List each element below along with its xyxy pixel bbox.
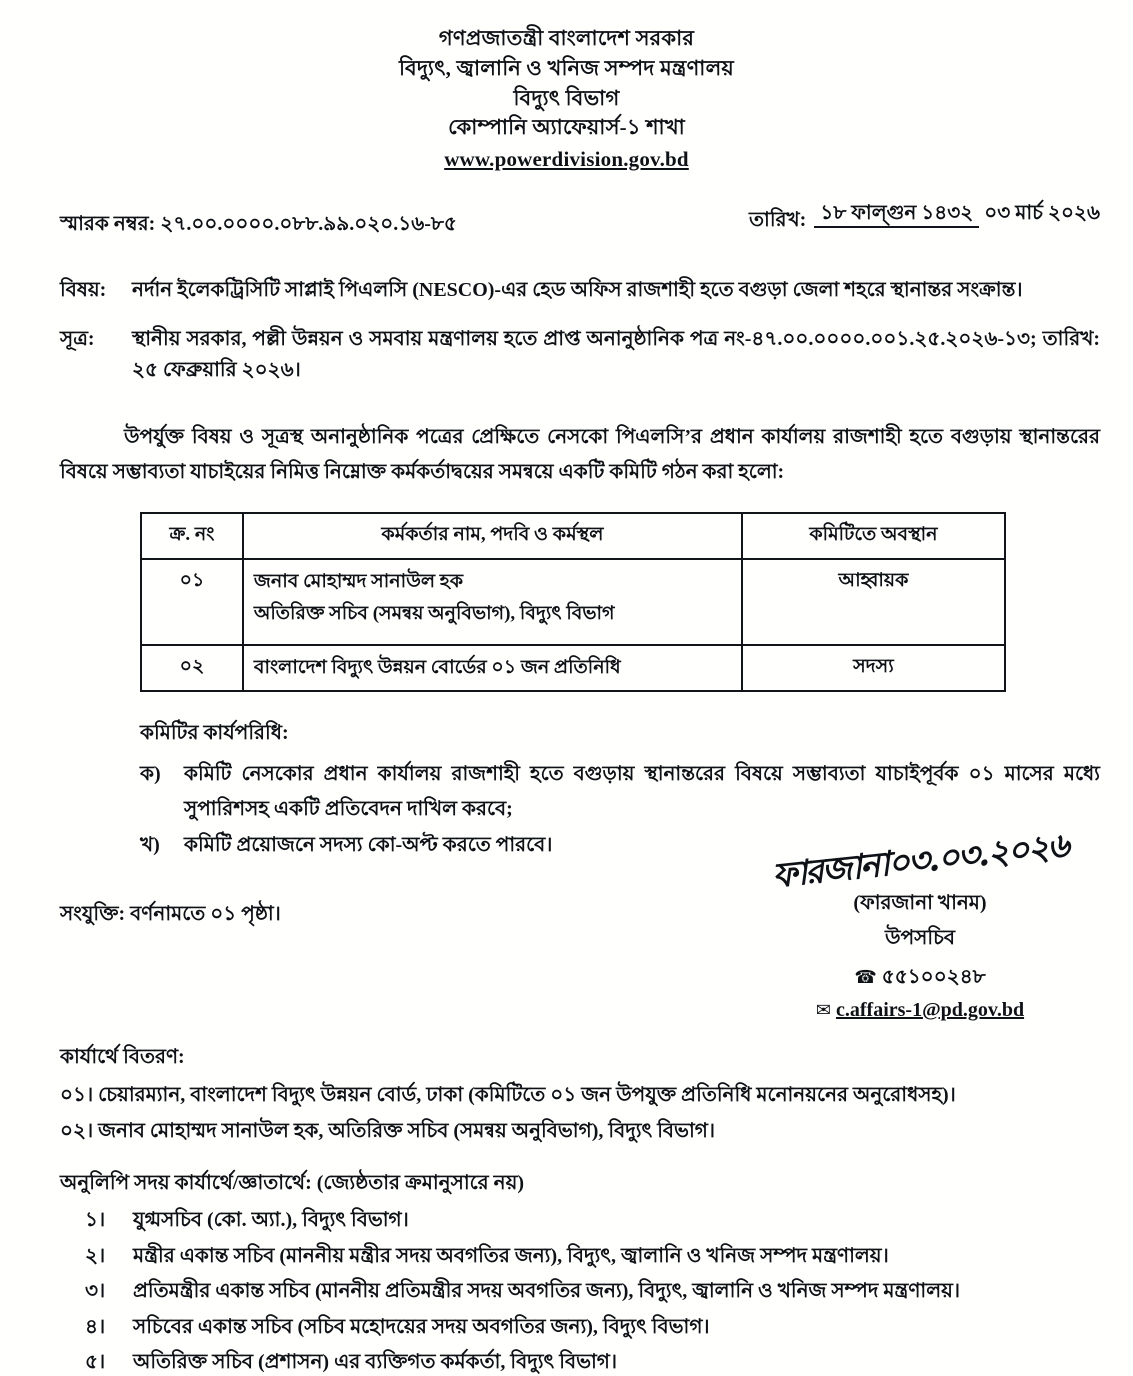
table-row <box>141 559 1005 645</box>
attachment-note: সংযুক্তি: বর্ণনামতে ০১ পৃষ্ঠা। <box>60 902 281 925</box>
signature-hand-date: ০৩.০৩.২০২৬ <box>885 825 1070 885</box>
signature-scribble-text: ফারজানা <box>770 844 890 897</box>
letterhead <box>0 0 1133 175</box>
memo-header-row <box>0 201 1133 263</box>
officer-designation: অতিরিক্ত সচিব (সমন্বয় অনুবিভাগ), বিদ্যুৎ বিভাগ <box>253 603 615 625</box>
row-officer <box>243 559 742 645</box>
list-item <box>85 1345 1100 1376</box>
copy-item-number: ১। <box>85 1209 106 1231</box>
list-item <box>140 757 1100 826</box>
memo-number <box>60 209 457 242</box>
list-item <box>85 1310 1100 1346</box>
source-row <box>60 324 1100 386</box>
signatory-designation: উপসচিব <box>884 927 955 949</box>
table-header-row <box>141 513 1005 559</box>
signatory-phone <box>770 962 1070 995</box>
row-position: সদস্য <box>742 645 1005 691</box>
source-label: সূত্র: <box>60 328 95 351</box>
tor-text: কমিটি নেসকোর প্রধান কার্যালয় রাজশাহী হতে বগুড়ায় স্থানান্তরের বিষয়ে সম্ভাব্যতা যাচাইপূর্বক ০১ মাসের মধ্যে সুপারিশসহ একটি প্রতিবেদন দাখিল করবে; <box>184 763 1100 820</box>
distribution-block <box>0 1042 1133 1149</box>
header-officer: কর্মকর্তার নাম, পদবি ও কর্মস্থল <box>243 513 742 559</box>
list-item <box>85 1239 1100 1275</box>
copy-item-number: ৫। <box>85 1351 106 1374</box>
email-address[interactable]: c.affairs-1@pd.gov.bd <box>836 999 1025 1021</box>
memo-number-label: স্মারক নম্বর: <box>60 213 156 236</box>
subject-text: নর্দান ইলেকট্রিসিটি সাপ্লাই পিএলসি (NESCO)-এর হেড অফিস রাজশাহী হতে বগুড়া জেলা শহরে স্থানান্তর সংক্রান্ত। <box>132 279 1023 302</box>
header-serial: ক্র. নং <box>141 513 243 559</box>
division-name: বিদ্যুৎ বিভাগ <box>513 85 620 110</box>
subject-row <box>60 275 1100 306</box>
copy-item-number: ৪। <box>85 1315 106 1338</box>
phone-number: ৫৫১০০২৪৮ <box>881 966 986 988</box>
subject-label: বিষয়: <box>60 279 107 302</box>
copy-item-text: অতিরিক্ত সচিব (প্রশাসন) এর ব্যক্তিগত কর্মকর্তা, বিদ্যুৎ বিভাগ। <box>133 1351 618 1374</box>
officer-name: বাংলাদেশ বিদ্যুৎ উন্নয়ন বোর্ডের ০১ জন প্রতিনিধি <box>253 657 621 679</box>
tor-marker: খ) <box>140 834 160 857</box>
tor-marker: ক) <box>140 763 161 786</box>
signatory-name: (ফারজানা খানম) <box>853 892 987 914</box>
copy-to-block <box>0 1168 1133 1376</box>
ministry-name: বিদ্যুৎ, জ্বালানি ও খনিজ সম্পদ মন্ত্রণালয় <box>399 55 734 80</box>
memo-number-value: ২৭.০০.০০০০.০৮৮.৯৯.০২০.১৬-৮৫ <box>160 213 457 236</box>
list-item: ০১। চেয়ারম্যান, বাংলাদেশ বিদ্যুৎ উন্নয়ন বোর্ড, ঢাকা (কমিটিতে ০১ জন উপযুক্ত প্রতিনিধি মনোনয়নের অনুরোধসহ)। <box>60 1084 956 1106</box>
tor-text: কমিটি প্রয়োজনে সদস্য কো-অপ্ট করতে পারবে। <box>184 834 553 857</box>
row-officer <box>243 645 742 691</box>
row-position: আহ্বায়ক <box>742 559 1005 645</box>
row-serial: ০২ <box>141 645 243 691</box>
branch-name: কোম্পানি অ্যাফেয়ার্স-১ শাখা <box>448 115 685 140</box>
date-values <box>814 198 1100 231</box>
table-row <box>141 645 1005 691</box>
officer-name: জনাব মোহাম্মদ সানাউল হক <box>253 571 464 593</box>
distribution-title: কার্যার্থে বিতরণ: <box>60 1046 185 1068</box>
date-gregorian: ০৩ মার্চ ২০২৬ <box>984 202 1100 225</box>
envelope-icon: ✉ <box>815 1000 831 1021</box>
copy-item-text: যুগ্মসচিব (কো. অ্যা.), বিদ্যুৎ বিভাগ। <box>133 1209 409 1231</box>
date-block <box>749 191 1100 238</box>
date-label: তারিখ: <box>749 209 807 232</box>
row-serial: ০১ <box>141 559 243 645</box>
copy-item-number: ২। <box>85 1244 106 1267</box>
committee-table-wrapper <box>140 512 1133 692</box>
list-item <box>85 1203 1100 1239</box>
list-item <box>85 1274 1100 1310</box>
website-link[interactable]: www.powerdivision.gov.bd <box>444 147 689 172</box>
copy-item-number: ৩। <box>85 1280 106 1303</box>
signatory-email <box>770 999 1070 1022</box>
copy-to-title: অনুলিপি সদয় কার্যার্থে/জ্ঞাতার্থে: (জ্যেষ্ঠতার ক্রমানুসারে নয়) <box>60 1172 525 1194</box>
list-item: ০২। জনাব মোহাম্মদ সানাউল হক, অতিরিক্ত সচিব (সমন্বয় অনুবিভাগ), বিদ্যুৎ বিভাগ। <box>60 1120 716 1142</box>
committee-table <box>140 512 1006 692</box>
copy-item-text: সচিবের একান্ত সচিব (সচিব মহোদয়ের সদয় অবগতির জন্য), বিদ্যুৎ বিভাগ। <box>133 1315 710 1338</box>
date-bangla: ১৮ ফাল্গুন ১৪৩২ <box>814 202 979 228</box>
copy-item-text: মন্ত্রীর একান্ত সচিব (মাননীয় মন্ত্রীর সদয় অবগতির জন্য), বিদ্যুৎ, জ্বালানি ও খনিজ সম্পদ মন্ত্রণালয়। <box>133 1244 889 1267</box>
source-text: স্থানীয় সরকার, পল্লী উন্নয়ন ও সমবায় মন্ত্রণালয় হতে প্রাপ্ত অনানুষ্ঠানিক পত্র নং-৪৭.০০.০০০০.০০১.২৫.২০২৬-১৩; তারিখ: ২৫ ফেব্রুয়ারি ২০২৬। <box>132 328 1100 382</box>
tor-title: কমিটির কার্যপরিধি: <box>140 722 289 745</box>
copy-item-text: প্রতিমন্ত্রীর একান্ত সচিব (মাননীয় প্রতিমন্ত্রীর সদয় অবগতির জন্য), বিদ্যুৎ, জ্বালানি ও খনিজ সম্পদ মন্ত্রণালয়। <box>133 1280 961 1303</box>
body-paragraph: উপর্যুক্ত বিষয় ও সূত্রস্থ অনানুষ্ঠানিক পত্রের প্রেক্ষিতে নেসকো পিএলসি’র প্রধান কার্যালয় রাজশাহী হতে বগুড়ায় স্থানান্তরের বিষয়ে সম্ভাব্যতা যাচাইয়ের নিমিত্ত নিম্নোক্ত কর্মকর্তাদ্বয়ের সমন্বয়ে একটি কমিটি গঠন করা হলো: <box>60 426 1100 484</box>
signature-block <box>770 825 1070 1022</box>
government-name: গণপ্রজাতন্ত্রী বাংলাদেশ সরকার <box>438 26 695 50</box>
header-position: কমিটিতে অবস্থান <box>742 513 1005 559</box>
phone-icon: ☎ <box>854 967 877 988</box>
